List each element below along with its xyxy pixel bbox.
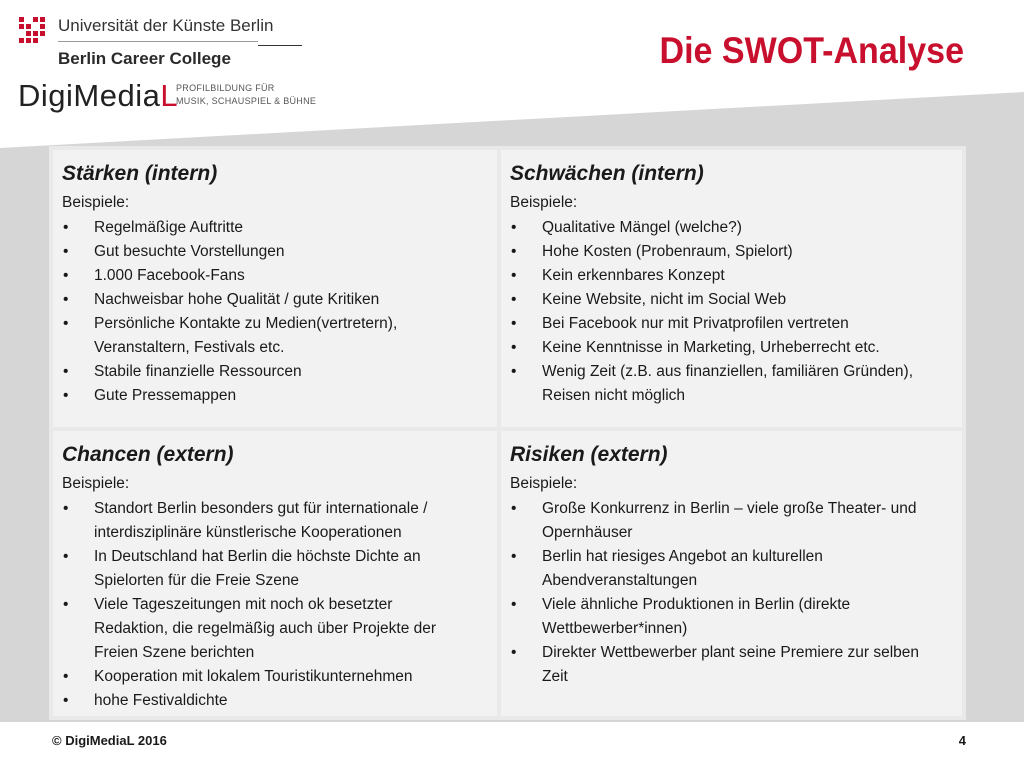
list-item-text: • Hohe Kosten (Probenraum, Spielort) xyxy=(542,243,793,260)
brand-prefix: DigiMedia xyxy=(18,78,161,113)
quadrant-title: Chancen (extern) xyxy=(62,443,234,466)
quadrant-title: Schwächen (intern) xyxy=(510,162,704,185)
list-item-text: • Kein erkennbares Konzept xyxy=(542,267,725,284)
brand-tagline-line: PROFILBILDUNG FÜR xyxy=(176,83,275,93)
list-item-text: Spielorten für die Freie Szene xyxy=(94,572,300,589)
list-item-text: • Stabile finanzielle Ressourcen xyxy=(94,363,302,380)
list-item xyxy=(62,288,397,312)
list-item-text: • 1.000 Facebook-Fans xyxy=(94,267,245,284)
list-item xyxy=(510,336,913,360)
list-item-text: Opernhäuser xyxy=(542,524,633,541)
university-name: Universität der Künste Berlin xyxy=(58,16,274,35)
list-item xyxy=(62,264,397,288)
page-number: 4 xyxy=(958,733,966,748)
list-item-text: • Wenig Zeit (z.B. aus finanziellen, familiären Gründen), xyxy=(542,363,914,380)
list-item-text: • Viele ähnliche Produktionen in Berlin (direkte xyxy=(542,596,851,613)
list-item-text: • Kooperation mit lokalem Touristikunternehmen xyxy=(94,668,413,685)
list-item xyxy=(62,240,397,264)
bullet-list xyxy=(510,497,919,689)
quadrant-threats xyxy=(501,431,962,716)
list-item-text: Reisen nicht möglich xyxy=(542,387,686,404)
list-item-text: • Große Konkurrenz in Berlin – viele große Theater- und xyxy=(542,500,917,517)
list-item-text: • Nachweisbar hohe Qualität / gute Kritiken xyxy=(94,291,380,308)
logo-block xyxy=(18,14,318,114)
list-item-text: • Berlin hat riesiges Angebot an kulturellen xyxy=(542,548,823,565)
list-item xyxy=(62,384,397,408)
list-item-text: • Keine Kenntnisse in Marketing, Urheberrecht etc. xyxy=(542,339,880,356)
list-item xyxy=(510,593,919,641)
footer-copyright: © DigiMediaL 2016 xyxy=(52,733,167,748)
brand-suffix: L xyxy=(160,78,179,113)
list-item xyxy=(510,360,913,408)
swot-grid xyxy=(49,146,966,720)
quadrant-opportunities xyxy=(53,431,497,716)
list-item xyxy=(510,288,913,312)
list-item-text: interdisziplinäre künstlerische Kooperationen xyxy=(94,524,402,541)
list-item-text: • Gut besuchte Vorstellungen xyxy=(94,243,285,260)
list-item xyxy=(510,240,913,264)
quadrant-weaknesses xyxy=(501,150,962,427)
brand-tagline xyxy=(176,82,316,108)
quadrant-subtitle: Beispiele: xyxy=(510,475,578,492)
list-item xyxy=(62,689,436,713)
list-item xyxy=(510,264,913,288)
divider xyxy=(258,45,302,46)
list-item xyxy=(510,497,919,545)
college-name: Berlin Career College xyxy=(58,49,231,68)
list-item xyxy=(62,545,436,593)
list-item xyxy=(62,216,397,240)
list-item xyxy=(510,216,913,240)
list-item xyxy=(62,360,397,384)
list-item xyxy=(62,312,397,360)
brand-logo xyxy=(18,78,178,114)
list-item xyxy=(510,545,919,593)
quadrant-title: Risiken (extern) xyxy=(510,443,668,466)
university-logo-icon xyxy=(18,16,46,44)
quadrant-title: Stärken (intern) xyxy=(62,162,218,185)
list-item xyxy=(62,665,436,689)
quadrant-strengths xyxy=(53,150,497,427)
list-item-text: • Bei Facebook nur mit Privatprofilen vertreten xyxy=(542,315,849,332)
list-item xyxy=(62,497,436,545)
bullet-list xyxy=(62,216,397,408)
list-item-text: Freien Szene berichten xyxy=(94,644,255,661)
brand-tagline-line: MUSIK, SCHAUSPIEL & BÜHNE xyxy=(176,96,317,106)
quadrant-subtitle: Beispiele: xyxy=(62,194,130,211)
list-item-text: • In Deutschland hat Berlin die höchste Dichte an xyxy=(94,548,421,565)
list-item-text: Redaktion, die regelmäßig auch über Projekte der xyxy=(94,620,437,637)
list-item-text: • Viele Tageszeitungen mit noch ok besetzter xyxy=(94,596,393,613)
list-item-text: • Keine Website, nicht im Social Web xyxy=(542,291,787,308)
list-item-text: Veranstaltern, Festivals etc. xyxy=(94,339,285,356)
divider xyxy=(58,41,258,42)
page-title: Die SWOT-Analyse xyxy=(659,30,964,71)
list-item xyxy=(510,641,919,689)
list-item-text: • Qualitative Mängel (welche?) xyxy=(542,219,742,236)
list-item-text: • Regelmäßige Auftritte xyxy=(94,219,244,236)
quadrant-subtitle: Beispiele: xyxy=(510,194,578,211)
list-item-text: Abendveranstaltungen xyxy=(542,572,698,589)
list-item-text: • Persönliche Kontakte zu Medien(vertretern), xyxy=(94,315,398,332)
list-item-text: • Gute Pressemappen xyxy=(94,387,237,404)
list-item xyxy=(62,593,436,665)
list-item-text: • Direkter Wettbewerber plant seine Premiere zur selben xyxy=(542,644,920,661)
quadrant-subtitle: Beispiele: xyxy=(62,475,130,492)
bullet-list xyxy=(62,497,436,713)
list-item-text: • Standort Berlin besonders gut für internationale / xyxy=(94,500,428,517)
list-item xyxy=(510,312,913,336)
bullet-list xyxy=(510,216,913,408)
list-item-text: Wettbewerber*innen) xyxy=(542,620,688,637)
list-item-text: • hohe Festivaldichte xyxy=(94,692,228,709)
list-item-text: Zeit xyxy=(542,668,568,685)
